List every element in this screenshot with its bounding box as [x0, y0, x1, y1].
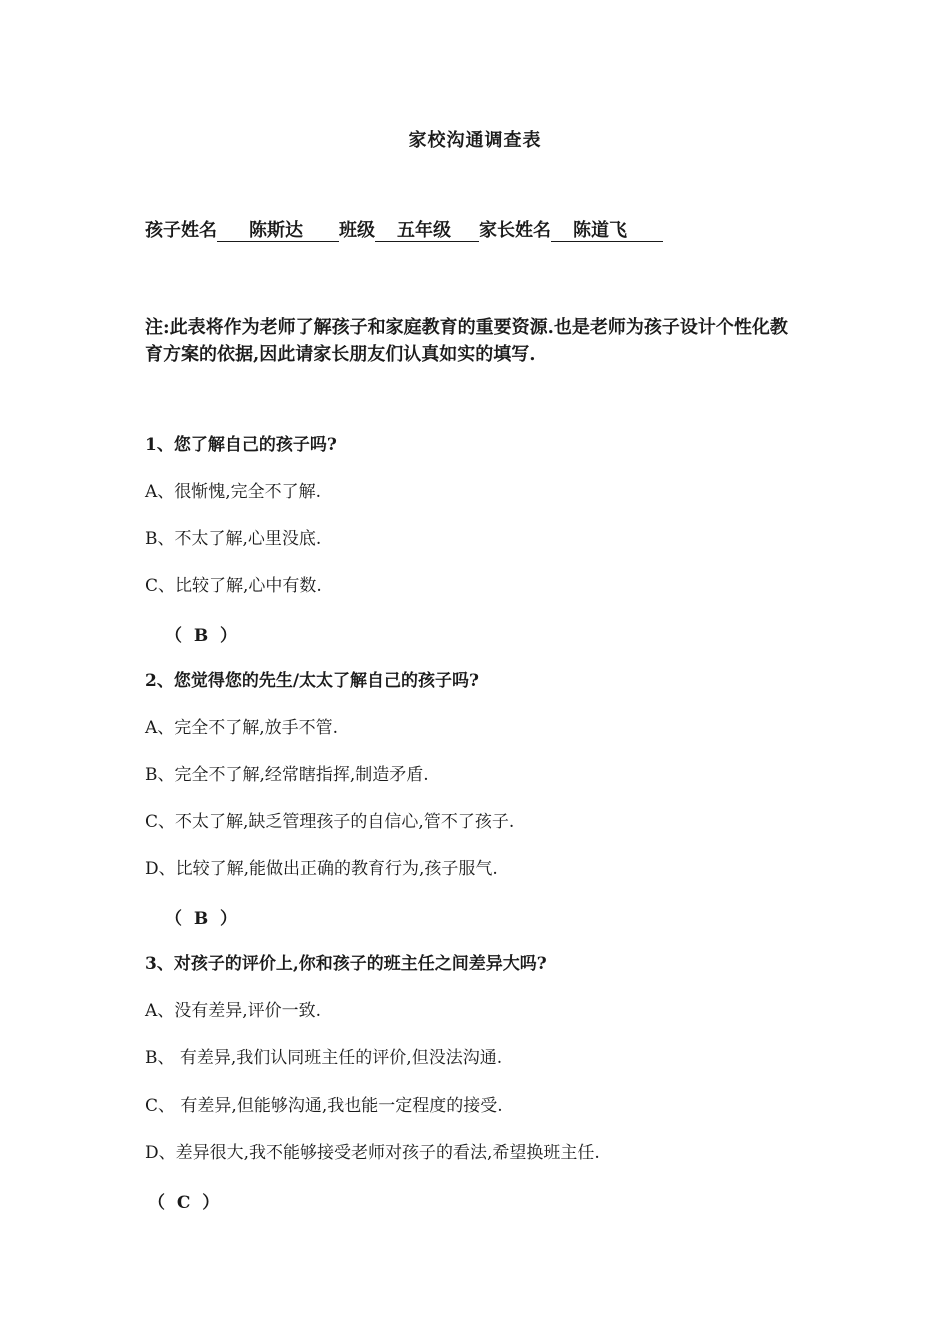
question-3-option-b: B、 有差异,我们认同班主任的评价,但没法沟通. — [145, 1048, 503, 1068]
class-label: 班级 — [339, 220, 375, 241]
question-3-option-c: C、 有差异,但能够沟通,我也能一定程度的接受. — [145, 1096, 503, 1116]
question-3-option-d: D、差异很大,我不能够接受老师对孩子的看法,希望换班主任. — [145, 1143, 600, 1163]
question-3-option-a: A、没有差异,评价一致. — [145, 1001, 322, 1021]
underline-gap — [217, 221, 245, 242]
question-1-answer: （ B ） — [165, 626, 238, 646]
question-3-answer: （ C ） — [148, 1193, 220, 1213]
instruction-note: 注:此表将作为老师了解孩子和家庭教育的重要资源.也是老师为孩子设计个性化教育方案的依据,因此请家长朋友们认真如实的填写. — [145, 317, 788, 365]
question-3: 3、对孩子的评价上,你和孩子的班主任之间差异大吗? — [145, 954, 547, 974]
parent-name-label: 家长姓名 — [479, 220, 551, 241]
underline-gap — [551, 221, 569, 242]
question-2-option-b: B、完全不了解,经常瞎指挥,制造矛盾. — [145, 765, 429, 785]
question-2-answer: （ B ） — [165, 909, 238, 929]
question-1-option-c: C、比较了解,心中有数. — [145, 576, 322, 596]
question-2-option-a: A、完全不了解,放手不管. — [145, 718, 339, 738]
child-name-value: 陈斯达 — [245, 221, 339, 242]
question-1-option-a: A、很惭愧,完全不了解. — [145, 482, 322, 502]
page-title: 家校沟通调查表 — [408, 130, 542, 151]
parent-name-value: 陈道飞 — [569, 221, 663, 242]
student-info-line — [145, 219, 663, 243]
class-value: 五年级 — [393, 221, 479, 242]
question-1-option-b: B、不太了解,心里没底. — [145, 529, 322, 549]
question-2-option-d: D、比较了解,能做出正确的教育行为,孩子服气. — [145, 859, 498, 879]
question-1: 1、您了解自己的孩子吗? — [145, 435, 337, 455]
underline-gap — [375, 221, 393, 242]
child-name-label: 孩子姓名 — [145, 220, 217, 241]
question-2: 2、您觉得您的先生/太太了解自己的孩子吗? — [145, 671, 479, 691]
question-2-option-c: C、不太了解,缺乏管理孩子的自信心,管不了孩子. — [145, 812, 515, 832]
